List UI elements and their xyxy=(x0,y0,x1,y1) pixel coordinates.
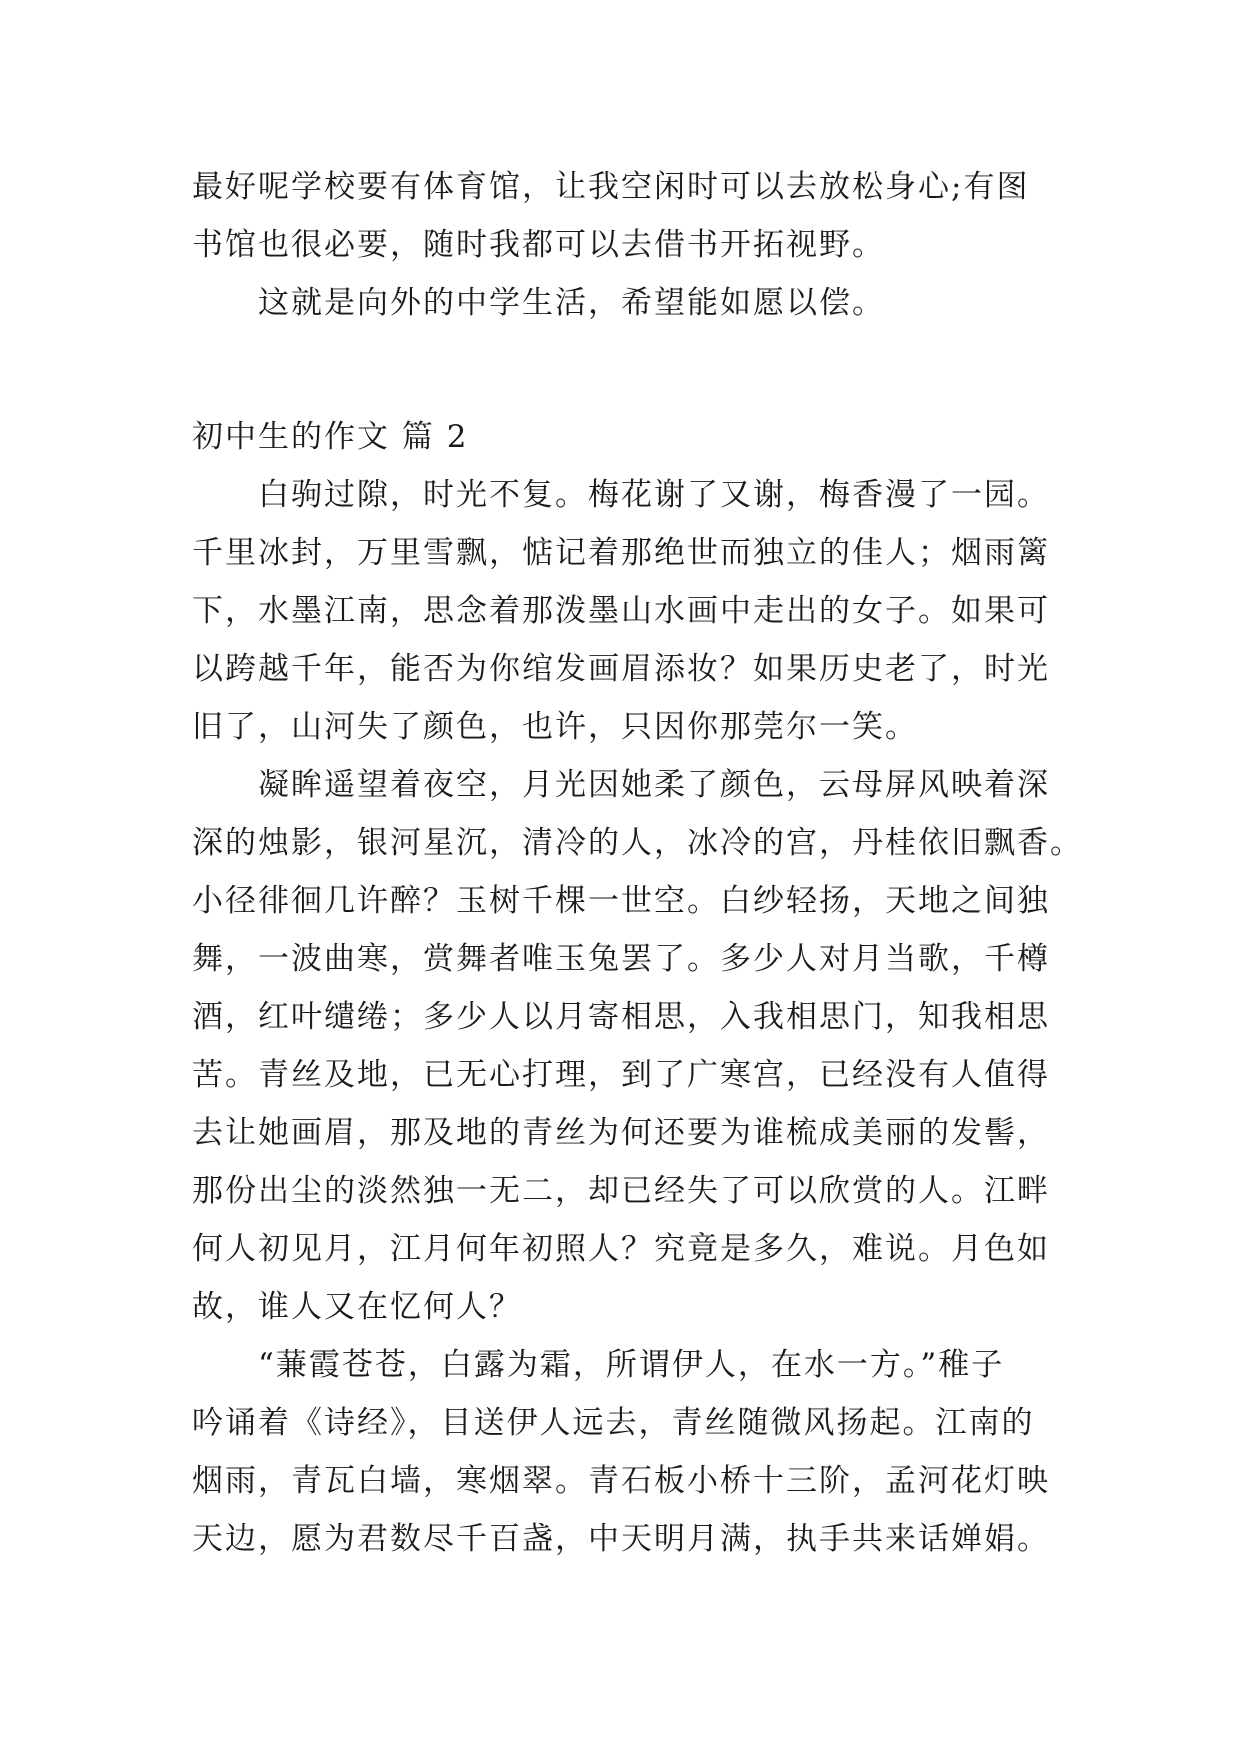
text-line: 酒，红叶缱绻；多少人以月寄相思，入我相思门，知我相思 xyxy=(192,999,1050,1035)
text-line: “蒹霞苍苍，白露为霜，所谓伊人，在水一方。”稚子 xyxy=(258,1347,1005,1383)
paragraph-2 xyxy=(192,756,1083,1336)
text-line: 凝眸遥望着夜空，月光因她柔了颜色，云母屏风映着深 xyxy=(258,767,1050,803)
text-line: 何人初见月，江月何年初照人？究竟是多久，难说。月色如 xyxy=(192,1231,1050,1267)
text-line: 下，水墨江南，思念着那泼墨山水画中走出的女子。如果可 xyxy=(192,593,1050,629)
continued-paragraph xyxy=(192,158,1072,274)
text-line: 烟雨，青瓦白墙，寒烟翠。青石板小桥十三阶，孟河花灯映 xyxy=(192,1463,1050,1499)
document-body xyxy=(192,158,1083,1568)
text-line: 书馆也很必要，随时我都可以去借书开拓视野。 xyxy=(192,227,885,263)
text-line: 最好呢学校要有体育馆，让我空闲时可以去放松身心;有图 xyxy=(192,169,1030,205)
section-title xyxy=(192,408,1072,466)
text-line: 这就是向外的中学生活，希望能如愿以偿。 xyxy=(258,285,885,321)
section-heading: 初中生的作文 篇 2 xyxy=(192,419,469,455)
text-line: 那份出尘的淡然独一无二，却已经失了可以欣赏的人。江畔 xyxy=(192,1173,1050,1209)
text-line: 小径徘徊几许醉？玉树千棵一世空。白纱轻扬，天地之间独 xyxy=(192,883,1050,919)
text-line: 天边，愿为君数尽千百盏，中天明月满，执手共来话婵娟。 xyxy=(192,1521,1050,1557)
text-line: 以跨越千年，能否为你绾发画眉添妆？如果历史老了，时光 xyxy=(192,651,1050,687)
paragraph-1 xyxy=(192,466,1072,756)
section-spacer xyxy=(192,332,1072,408)
closing-paragraph xyxy=(192,274,1072,332)
text-line: 苦。青丝及地，已无心打理，到了广寒宫，已经没有人值得 xyxy=(192,1057,1050,1093)
text-line: 白驹过隙，时光不复。梅花谢了又谢，梅香漫了一园。 xyxy=(258,477,1050,513)
text-line: 去让她画眉，那及地的青丝为何还要为谁梳成美丽的发髻， xyxy=(192,1115,1050,1151)
paragraph-3 xyxy=(192,1336,1072,1568)
text-line: 深的烛影，银河星沉，清冷的人，冰冷的宫，丹桂依旧飘香。 xyxy=(192,825,1083,861)
text-line: 旧了，山河失了颜色，也许，只因你那莞尔一笑。 xyxy=(192,709,918,745)
text-line: 故，谁人又在忆何人？ xyxy=(192,1289,522,1325)
text-line: 舞，一波曲寒，赏舞者唯玉兔罢了。多少人对月当歌，千樽 xyxy=(192,941,1050,977)
text-line: 吟诵着《诗经》，目送伊人远去，青丝随微风扬起。江南的 xyxy=(192,1405,1035,1441)
text-line: 千里冰封，万里雪飘，惦记着那绝世而独立的佳人；烟雨篱 xyxy=(192,535,1050,571)
